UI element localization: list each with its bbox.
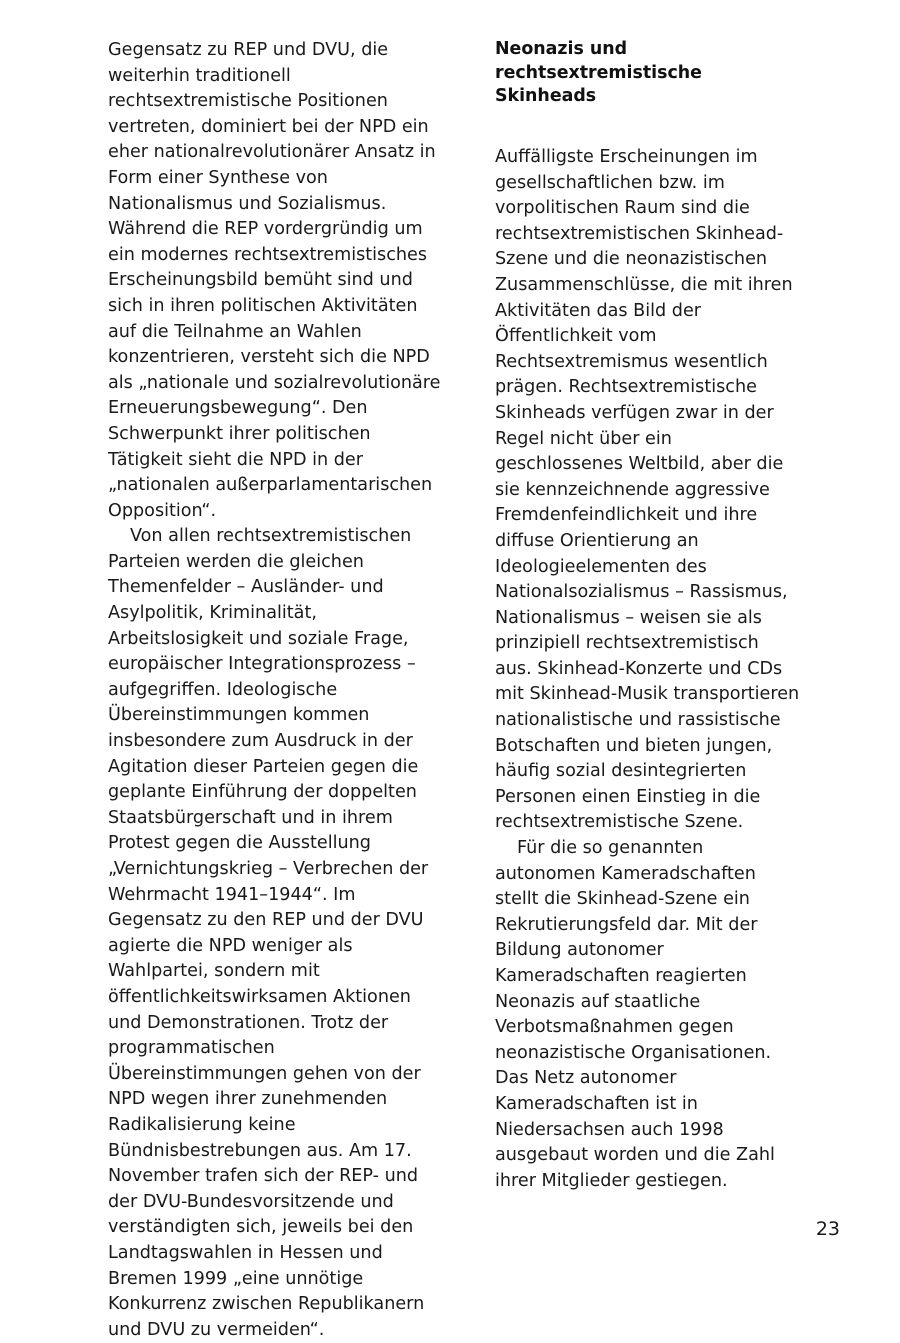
paragraph: Auffälligste Erscheinungen im gesellschaftlichen bzw. im vorpolitischen Raum sind die rechtsextremistischen Skinhead-Szene und die neonazistischen Zusammenschlüsse, die mit ihren Aktivitäten das Bild der Öffentlichkeit vom Rechtsextremismus wesentlich prägen. Rechtsextremistische Skinheads verfügen zwar in der Regel nicht über ein geschlossenes Weltbild, aber die sie kennzeichnende aggressive Fremdenfeindlichkeit und ihre diffuse Orientierung an Ideologieelementen des Nationalsozialismus – Rassismus, Nationalismus – weisen sie als prinzipiell rechtsextremistisch aus. Skinhead-Konzerte und CDs mit Skinhead-Musik transportieren nationalistische und rassistische Botschaften und bieten jungen, häufig sozial desintegrierten Personen einen Einstieg in die rechtsextremistische Szene. bbox=[495, 147, 800, 833]
section-heading: Neonazis und rechtsextremistische Skinheads bbox=[495, 39, 702, 107]
right-column bbox=[495, 38, 800, 1343]
heading-spacer bbox=[495, 109, 800, 145]
left-column bbox=[108, 38, 448, 1343]
paragraph: Gegensatz zu REP und DVU, die weiterhin traditionell rechtsextremistische Positionen vertreten, dominiert bei der NPD ein eher nationalrevolutionärer Ansatz in Form einer Synthese von Nationalismus und Sozialismus. Während die REP vordergründig um ein modernes rechtsextremistisches Erscheinungsbild bemüht sind und sich in ihren politischen Aktivitäten auf die Teilnahme an Wahlen konzentrieren, versteht sich die NPD als „nationale und sozialrevolutionäre Erneuerungsbewegung“. Den Schwerpunkt ihrer politischen Tätigkeit sieht die NPD in der „nationalen außerparlamentarischen Opposition“. bbox=[108, 40, 441, 521]
paragraph: Von allen rechtsextremistischen Parteien werden die gleichen Themenfelder – Ausländer- und Asylpolitik, Kriminalität, Arbeitslosigkeit und soziale Frage, europäischer Integrationsprozess – aufgegriffen. Ideologische Übereinstimmungen kommen insbesondere zum Ausdruck in der Agitation dieser Parteien gegen die geplante Einführung der doppelten Staatsbürgerschaft und in ihrem Protest gegen die Ausstellung „Vernichtungskrieg – Verbrechen der Wehrmacht 1941–1944“. Im Gegensatz zu den REP und der DVU agierte die NPD weniger als Wahlpartei, sondern mit öffentlichkeitswirksamen Aktionen und Demonstrationen. Trotz der programmatischen Übereinstimmungen gehen von der NPD wegen ihrer zunehmenden Radikalisierung keine Bündnisbestrebungen aus. Am 17. November trafen sich der REP- und der DVU-Bundesvorsitzende und verständigten sich, jeweils bei den Landtagswahlen in Hessen und Bremen 1999 „eine unnötige Konkurrenz zwischen Republikanern und DVU zu vermeiden“. bbox=[108, 526, 429, 1340]
paragraph: Für die so genannten autonomen Kameradschaften stellt die Skinhead-Szene ein Rekrutierungsfeld dar. Mit der Bildung autonomer Kameradschaften reagierten Neonazis auf staatliche Verbotsmaßnahmen gegen neonazistische Organisationen. Das Netz autonomer Kameradschaften ist in Niedersachsen auch 1998 ausgebaut worden und die Zahl ihrer Mitglieder gestiegen. bbox=[495, 838, 775, 1191]
page-number: 23 bbox=[815, 1218, 840, 1240]
two-column-body bbox=[108, 38, 800, 1343]
